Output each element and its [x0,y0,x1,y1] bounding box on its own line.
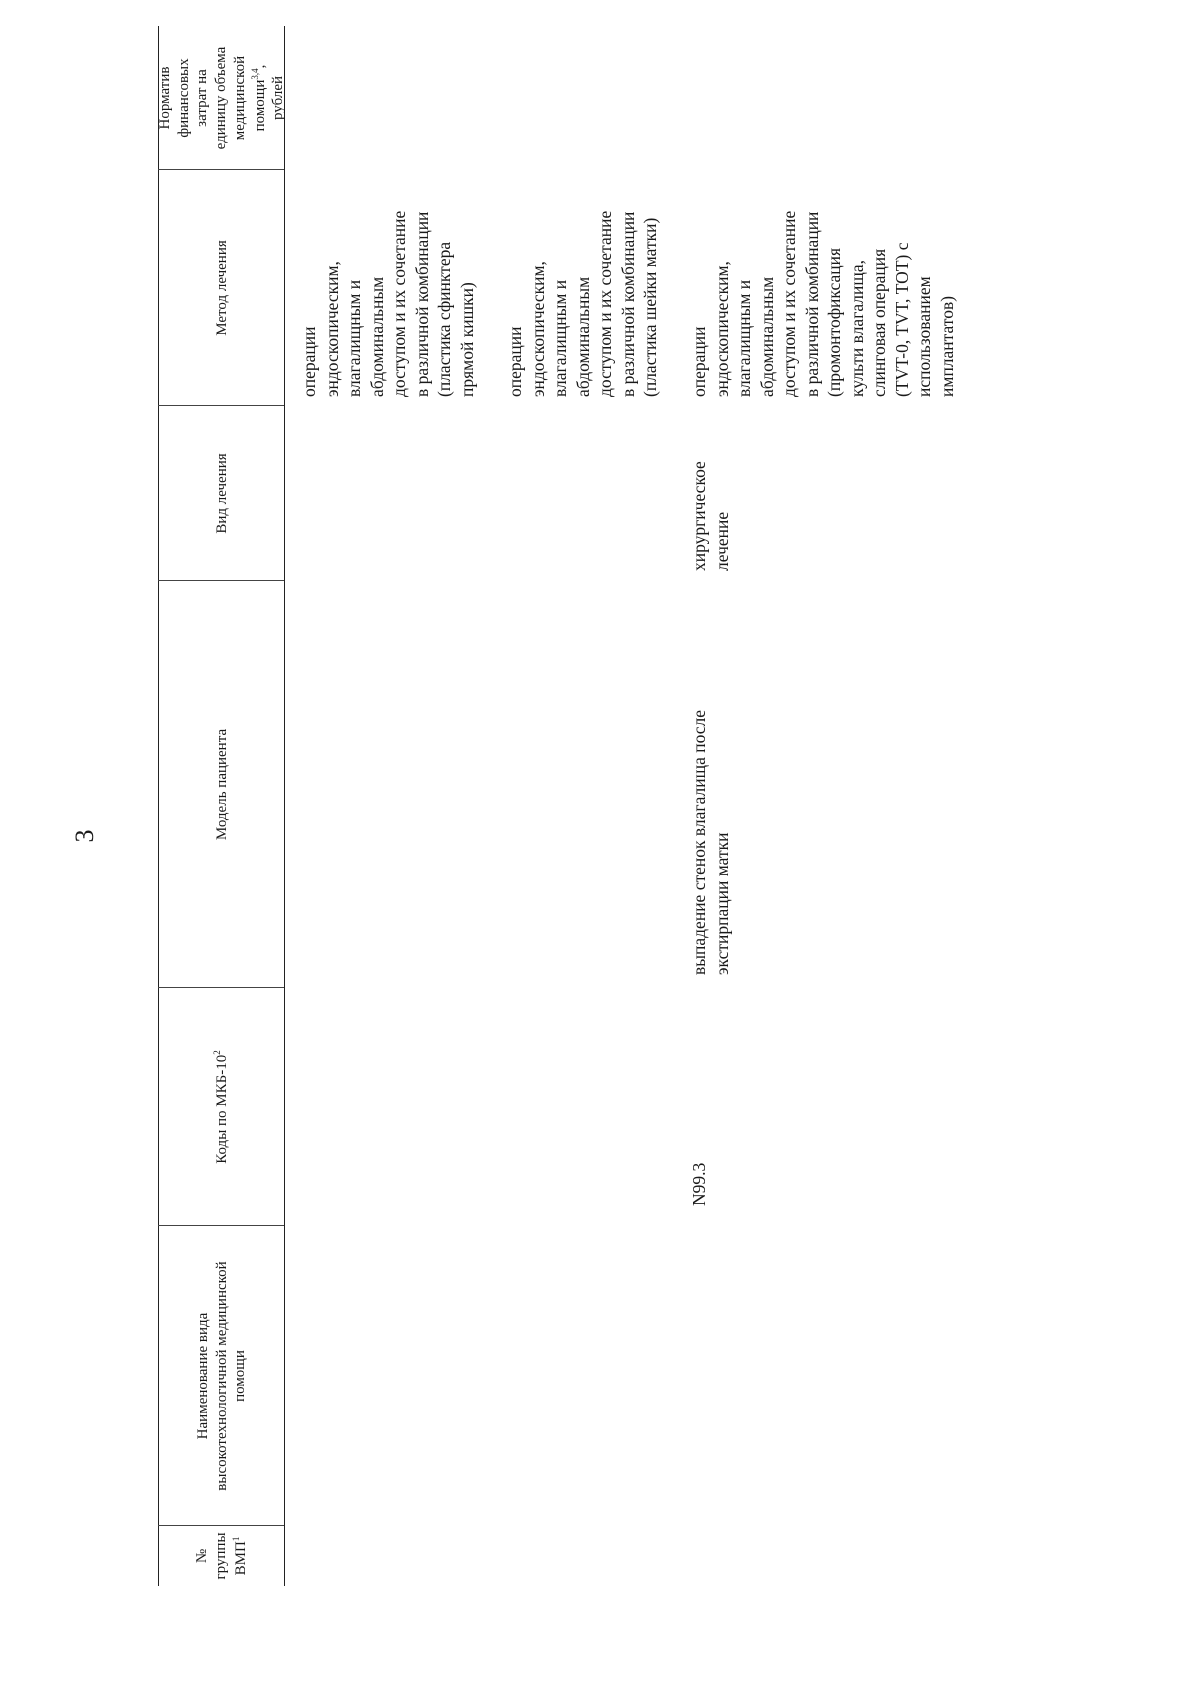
page-number: 3 [70,829,99,843]
header-bottom-border [284,26,285,1586]
header-patient-model: Модель пациента [213,728,230,841]
header-group-number: № группы ВМП$^1$ [194,1532,249,1580]
header-vmp-name: Наименование вида высокотехнологичной медицинской помощи [194,1261,249,1491]
table-top-border [158,26,159,1586]
row-1-method: операции эндоскопическим, влагалищным и абдоминальным доступом и их сочетание в различной комбинации (пластика сфинктера прямой кишки) [299,210,477,397]
row-3-icd-code: N99.3 [689,1162,709,1206]
row-3-patient-model: выпадение стенок влагалища после экстирпации матки [689,709,732,975]
header-treatment-type: Вид лечения [213,453,230,534]
header-treatment-method: Метод лечения [213,240,230,336]
row-2-method: операции эндоскопическим, влагалищным и абдоминальным доступом и их сочетание в различной комбинации (пластика шейки матки) [505,210,660,397]
row-3-method: операции эндоскопическим, влагалищным и абдоминальным доступом и их сочетание в различной комбинации (промонтофиксация культи влагалища, слинговая операция (TVT-0, TVT, ТОТ) с использованием имплантатов) [689,210,957,397]
row-3-treatment-type: хирургическое лечение [689,461,732,571]
header-cost-norm: Норматив финансовых затрат на единицу объема медицинской помощи$^{3,4}$, рублей [156,46,287,150]
header-icd-codes: Коды по МКБ-$10^2$ [212,1050,231,1164]
